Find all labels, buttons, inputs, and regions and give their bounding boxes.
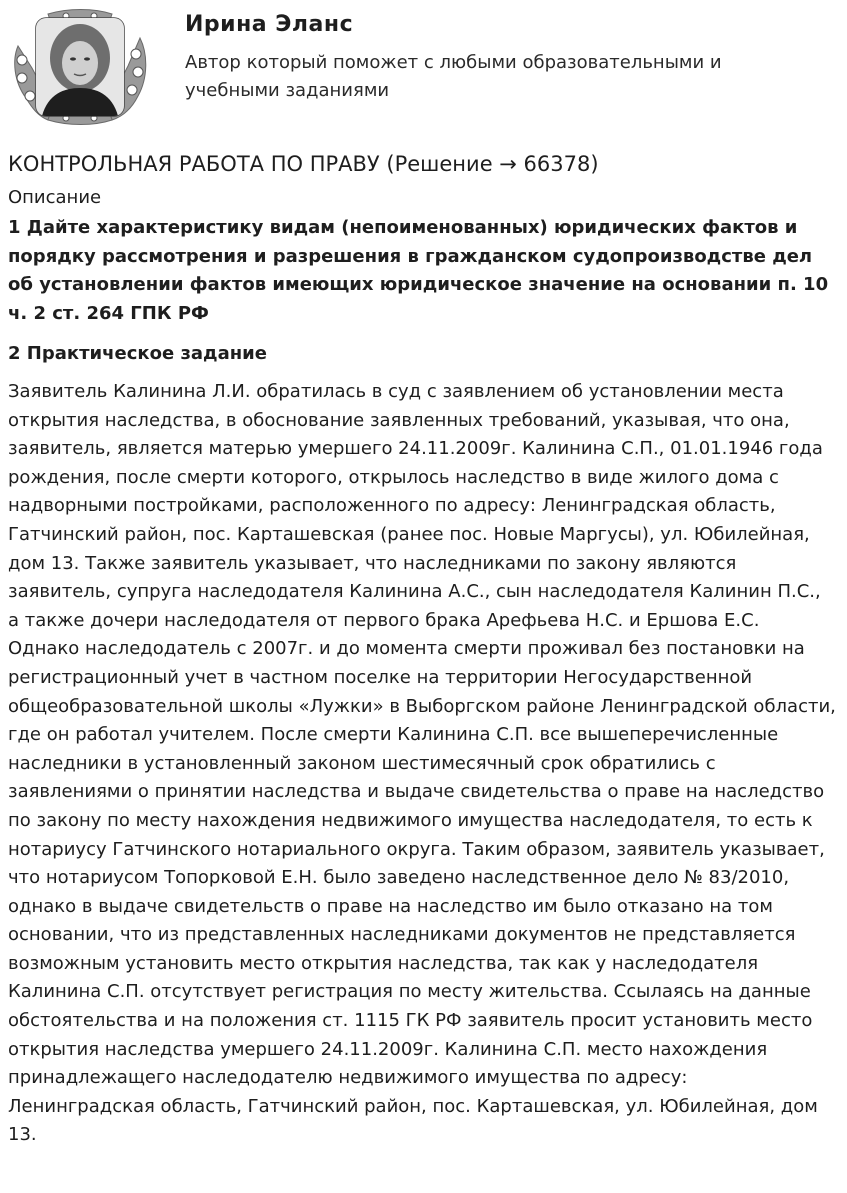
document-title: КОНТРОЛЬНАЯ РАБОТА ПО ПРАВУ (Решение → 66378) xyxy=(8,152,599,176)
author-name[interactable]: Ирина Эланс xyxy=(185,12,354,37)
author-header xyxy=(0,0,847,140)
author-description: Автор который поможет с любыми образовательными и учебными заданиями xyxy=(185,52,722,101)
task-2-body: Заявитель Калинина Л.И. обратилась в суд с заявлением об установлении места открытия наследства, в обоснование заявленных требований, указывая, что она, заявитель, является матерью умершего 24.11.2009г. Калинина С.П., 01.01.1946 года рождения, после смерти которого, открылось наследство в виде жилого дома с надворными постройками, расположенного по адресу: Ленинградская область, Гатчинский район, пос. Карташевская (ранее пос. Новые Маргусы), ул. Юбилейная, дом 13. Также заявитель указывает, что наследниками по закону являются заявитель, супруга наследодателя Калинина А.С., сын наследодателя Калинин П.С., а также дочери наследодателя от первого брака Арефьева Н.С. и Ершова Е.С. Однако наследодатель с 2007г. и до момента смерти проживал без постановки на регистрационный учет в частном поселке на территории Негосударственной общеобразовательной школы «Лужки» в Выборгском районе Ленинградской области, где он работал учителем. После смерти Калинина С.П. все вышеперечисленные наследники в установленный законом шестимесячный срок обратились с заявлениями о принятии наследства и выдаче свидетельства о праве на наследство по закону по месту нахождения недвижимого имущества наследодателя, то есть к нотариусу Гатчинского нотариального округа. Таким образом, заявитель указывает, что нотариусом Топорковой Е.Н. было заведено наследственное дело № 83/2010, однако в выдаче свидетельств о праве на наследство им было отказано на том основании, что из представленных наследниками документов не представляется возможным установить место открытия наследства, так как у наследодателя Калинина С.П. отсутствует регистрация по месту жительства. Ссылаясь на данные обстоятельства и на положения ст. 1115 ГК РФ заявитель просит установить место открытия наследства умершего 24.11.2009г. Калинина С.П. место нахождения принадлежащего наследодателю недвижимого имущества по адресу: Ленинградская область, Гатчинский район, пос. Карташевская, ул. Юбилейная, дом 13. xyxy=(8,381,836,1146)
task-1-heading: 1 Дайте характеристику видам (непоименованных) юридических фактов и порядку рассмотрения и разрешения в гражданском судопроизводстве дел об установлении фактов имеющих юридическое значение на основании п. 10 ч. 2 ст. 264 ГПК РФ xyxy=(8,217,829,324)
portrait xyxy=(36,18,124,116)
task-2-heading: 2 Практическое задание xyxy=(8,343,267,364)
description-label: Описание xyxy=(8,187,102,208)
document-content xyxy=(8,146,836,1150)
author-avatar[interactable] xyxy=(8,8,150,126)
